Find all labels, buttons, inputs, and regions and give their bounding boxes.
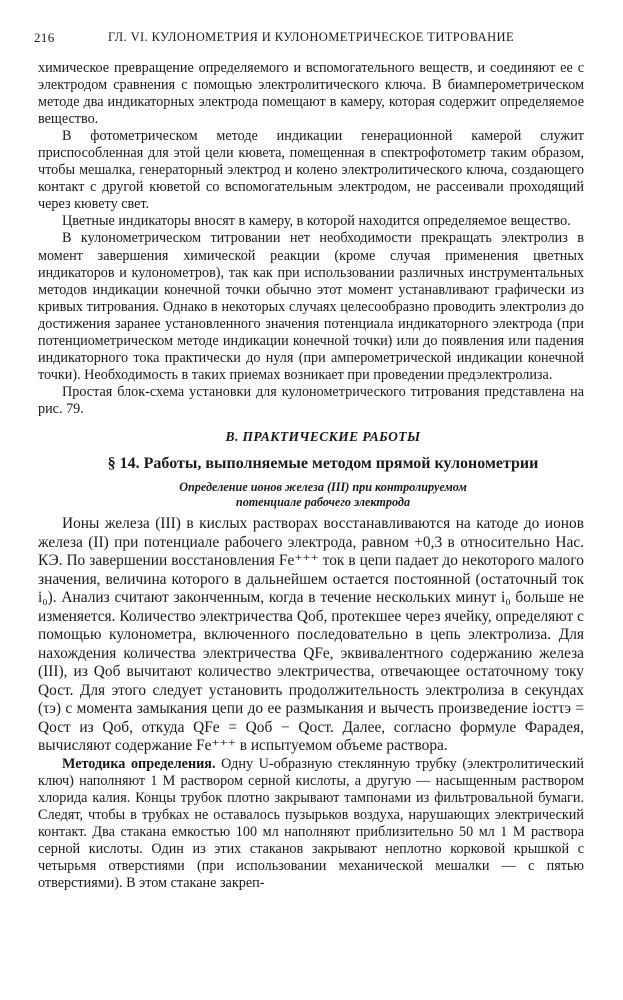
paragraph-color-indicators: Цветные индикаторы вносят в камеру, в которой находится определяемое вещество. [62,213,571,230]
paragraph-iron-determination: Ионы железа (III) в кислых растворах восстанавливаются на катоде до ионов железа (II) при потенциале рабочего электрода, равном +0,3 в относительно Нас. КЭ. По завершении восстановления Fe⁺⁺⁺ ток в цепи падает до некоторого малого значения, величина которого в дальнейшем остается постоянной (остаточный ток i₀). Анализ считают законченным, когда в течение нескольких минут i₀ больше не изменяется. Количество электричества Qоб, протекшее через ячейку, определяют с помощью кулонометра, включенного последовательно в цепь электролиза. Для нахождения количества электричества QFe, эквивалентного содержанию железа (III), из Qоб вычитают количество электричества, отвечающее остаточному току Qост. Для этого следует установить продолжительность электролиза в секундах (τэ) с момента замыкания цепи до ее размыкания и вычесть произведение iостτэ = Qост из Qоб, откуда QFe = Qоб − Qост. Далее, согласно формуле Фарадея, вычисляют содержание Fe⁺⁺⁺ в испытуемом объеме раствора. [38,515,584,755]
method-label: Методика определения. [62,755,216,772]
part-title: В. ПРАКТИЧЕСКИЕ РАБОТЫ [225,428,421,444]
subheading-line-2: потенциале рабочего электрода [235,494,411,509]
running-title: ГЛ. VI. КУЛОНОМЕТРИЯ И КУЛОНОМЕТРИЧЕСКОЕ ТИТРОВАНИЕ [108,30,514,44]
paragraph-coulometric-titration: В кулонометрическом титровании нет необходимости прекращать электролиз в момент завершения химической реакции (кроме случая применения цветных индикаторов и кулонометров), так как при использовании различных инструментальных методов индикации конечной точки обычно этот момент устанавливают графически из кривых титрования. Однако в некоторых случаях целесообразно проводить электролиз до достижения заранее установленного значения потенциала индикаторного электрода (при потенциометрическом методе индикации конечной точки) или до появления или падения индикаторного тока практически до нуля (при амперометрической индикации конечной точки). Необходимость в таких приемах возникает при проведении предэлектролиза. [38,230,584,383]
running-header [34,30,599,48]
method-text: Одну U-образную стеклянную трубку (электролитический ключ) наполняют 1 М раствором серной кислоты, а другую — насыщенным раствором хлорида калия. Концы трубок плотно закрывают тампонами из фильтровальной бумаги. Следят, чтобы в трубках не оставалось пузырьков воздуха, нарушающих электрический контакт. Два стакана емкостью 100 мл наполняют приблизительно 50 мл 1 М раствора серной кислоты. Один из этих стаканов закрывают неплотно корковой крышкой с четырьмя отверстиями (при использовании механической мешалки — с пятью отверстиями). В этом стакане закреп- [38,755,584,891]
subheading-line-1: Определение ионов железа (III) при контролируемом [179,480,467,495]
paragraph-photometric: В фотометрическом методе индикации генерационной камерой служит приспособленная для этой цели кювета, помещенная в спектрофотометр таким образом, чтобы мешалка, генераторный электрод и колено электролитического ключа, создающего контакт с другой кюветой со вспомогательным электродом, не рассеивали проходящий через кювету свет. [38,128,584,213]
page-number: 216 [34,30,55,45]
paragraph-continuation: химическое превращение определяемого и вспомогательного веществ, и соединяют ее с электродом сравнения с помощью электролитического ключа. В биамперометрическом методе два индикаторных электрода помещают в камеру, которая содержит определяемое вещество. [38,60,584,128]
paragraph-method [38,756,584,892]
paragraph-block-scheme: Простая блок-схема установки для кулонометрического титрования представлена на рис. 79. [38,383,584,417]
page-body [38,60,584,892]
section-heading: § 14. Работы, выполняемые методом прямой кулонометрии [107,455,539,473]
